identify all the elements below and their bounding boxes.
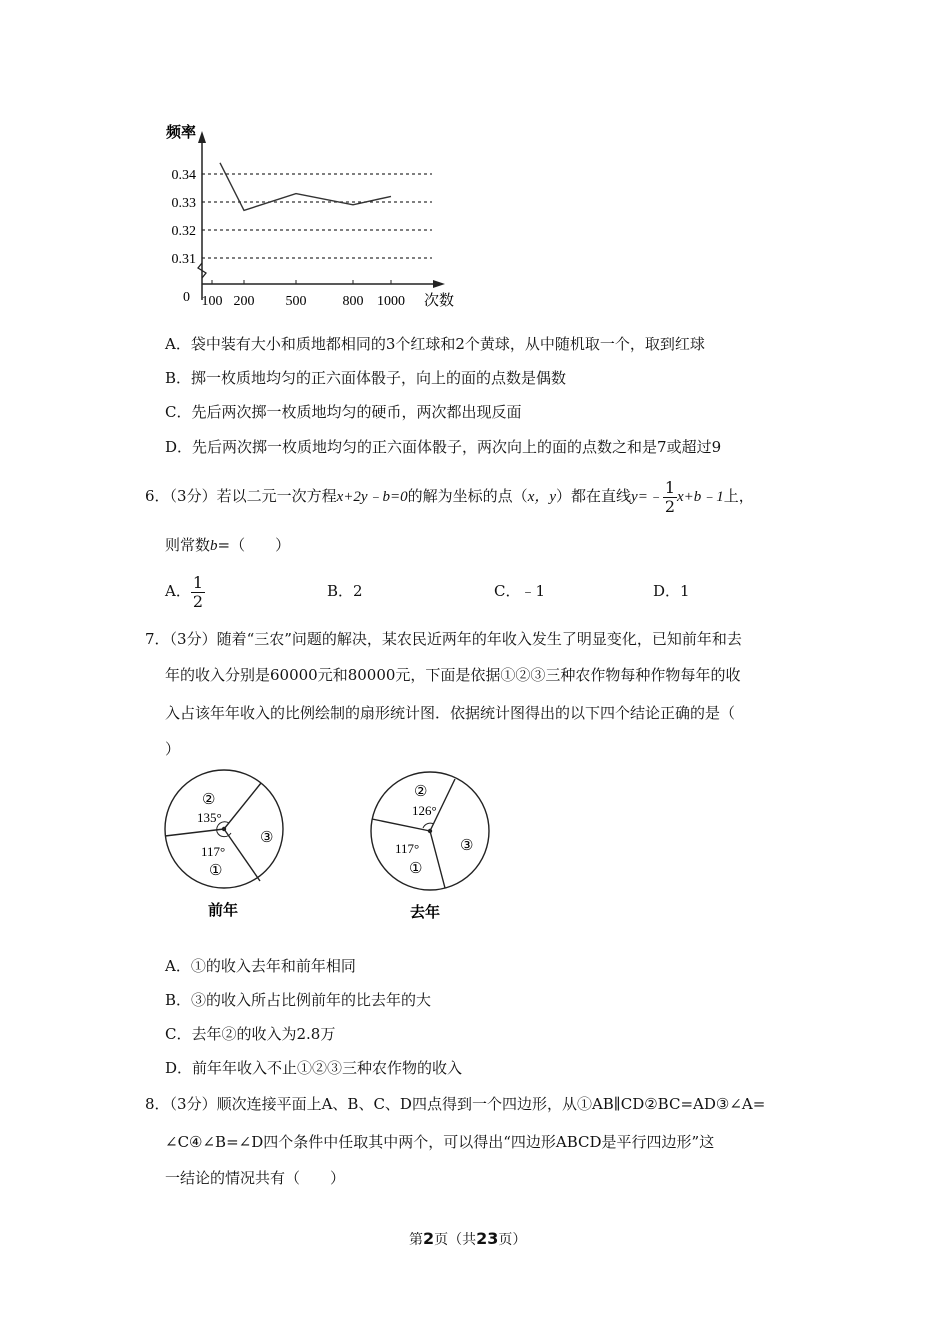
q8-stem-line3: 一结论的情况共有（ ） (165, 1169, 346, 1187)
chart-y-tick-label: 0.32 (171, 224, 196, 239)
q5-option-a: A．袋中装有大小和质地都相同的3个红球和2个黄球，从中随机取一个，取到红球 (165, 335, 705, 353)
chart-x-tick-label: 100 (201, 294, 223, 309)
chart-axes (198, 131, 445, 300)
chart-xlabel: 次数 (424, 293, 455, 309)
q5-option-c: C．先后两次掷一枚质地均匀的硬币，两次都出现反面 (165, 403, 522, 421)
q6-option-a: A． $\frac{1}{2}$ (165, 572, 204, 611)
q7-option-a: A．①的收入去年和前年相同 (165, 957, 356, 975)
q6-fraction: $\frac{1}{2}$ (664, 477, 675, 516)
pie1-sector-2-label: ② (202, 792, 216, 808)
q6-option-a-fraction: $\frac{1}{2}$ (192, 572, 204, 611)
q8-stem-line1: 8．（3分）顺次连接平面上A、B、C、D四点得到一个四边形，从①AB∥CD②BC=AD③∠A= (145, 1095, 766, 1113)
chart-x-tick-label: 200 (233, 294, 255, 309)
q6-option-c: C．﹣1 (494, 582, 546, 600)
q5-option-b: B．掷一枚质地均匀的正六面体骰子，向上的面的点数是偶数 (165, 369, 567, 387)
q7-option-b: B．③的收入所占比例前年的比去年的大 (165, 991, 432, 1009)
q7-option-c: C．去年②的收入为2.8万 (165, 1025, 336, 1043)
page-total: 23 (476, 1229, 499, 1248)
pie-chart-last-year (371, 772, 489, 921)
chart-series-line (220, 163, 391, 211)
pie-charts-figure (160, 765, 500, 925)
chart-origin-label: 0 (183, 290, 190, 305)
q7-stem-line2: 年的收入分别是60000元和80000元，下面是依据①②③三种农作物每种作物每年的收 (165, 666, 741, 684)
pie2-angle-1-label: 117° (395, 841, 420, 856)
pie1-angle-1-label: 117° (201, 844, 226, 859)
q5-option-d: D．先后两次掷一枚质地均匀的正六面体骰子，两次向上的面的点数之和是7或超过9 (165, 438, 722, 456)
pie1-sector-1-label: ① (209, 863, 223, 879)
q7-stem-line4: ） (165, 740, 181, 758)
q7-stem-line3: 入占该年年收入的比例绘制的扇形统计图．依据统计图得出的以下四个结论正确的是（ (165, 704, 736, 722)
pie1-sector-3-label: ③ (260, 830, 274, 846)
pie1-year-label: 前年 (208, 903, 239, 919)
pie1-angle-2-label: 135° (197, 810, 222, 825)
chart-y-ticks (172, 168, 197, 267)
frequency-line-chart (150, 110, 470, 315)
chart-ylabel: 频率 (166, 125, 197, 141)
page-footer: 第2页（共23页） (409, 1229, 527, 1248)
q6-option-d: D．1 (653, 582, 690, 600)
page-number: 2 (423, 1229, 435, 1248)
chart-y-tick-label: 0.34 (171, 168, 196, 183)
chart-x-tick-label: 1000 (377, 294, 405, 309)
pie-chart-previous-year (165, 770, 283, 919)
q6-stem-line2: 则常数b=（ ） (165, 536, 291, 554)
pie2-angle-2-label: 126° (412, 803, 437, 818)
chart-y-tick-label: 0.31 (171, 252, 196, 267)
q8-stem-line2: ∠C④∠B=∠D四个条件中任取其中两个，可以得出“四边形ABCD是平行四边形”这 (165, 1133, 715, 1151)
q6-option-b: B．2 (327, 582, 363, 600)
pie2-sector-2-label: ② (414, 784, 428, 800)
q7-stem-line1: 7．（3分）随着“三农”问题的解决，某农民近两年的年收入发生了明显变化，已知前年和去 (145, 630, 742, 648)
chart-x-tick-label: 500 (285, 294, 307, 309)
chart-x-tick-label: 800 (342, 294, 364, 309)
q7-option-d: D．前年年收入不止①②③三种农作物的收入 (165, 1059, 463, 1077)
pie2-year-label: 去年 (410, 905, 441, 921)
pie2-sector-1-label: ① (409, 861, 423, 877)
chart-y-tick-label: 0.33 (171, 196, 196, 211)
q6-stem: 6．（3分）若以二元一次方程x+2y﹣b=0的解为坐标的点（x，y）都在直线y=﹣ $\frac{1}{2}$ x+b﹣1上， (145, 477, 754, 516)
pie2-sector-3-label: ③ (460, 838, 474, 854)
chart-grid (202, 174, 432, 258)
